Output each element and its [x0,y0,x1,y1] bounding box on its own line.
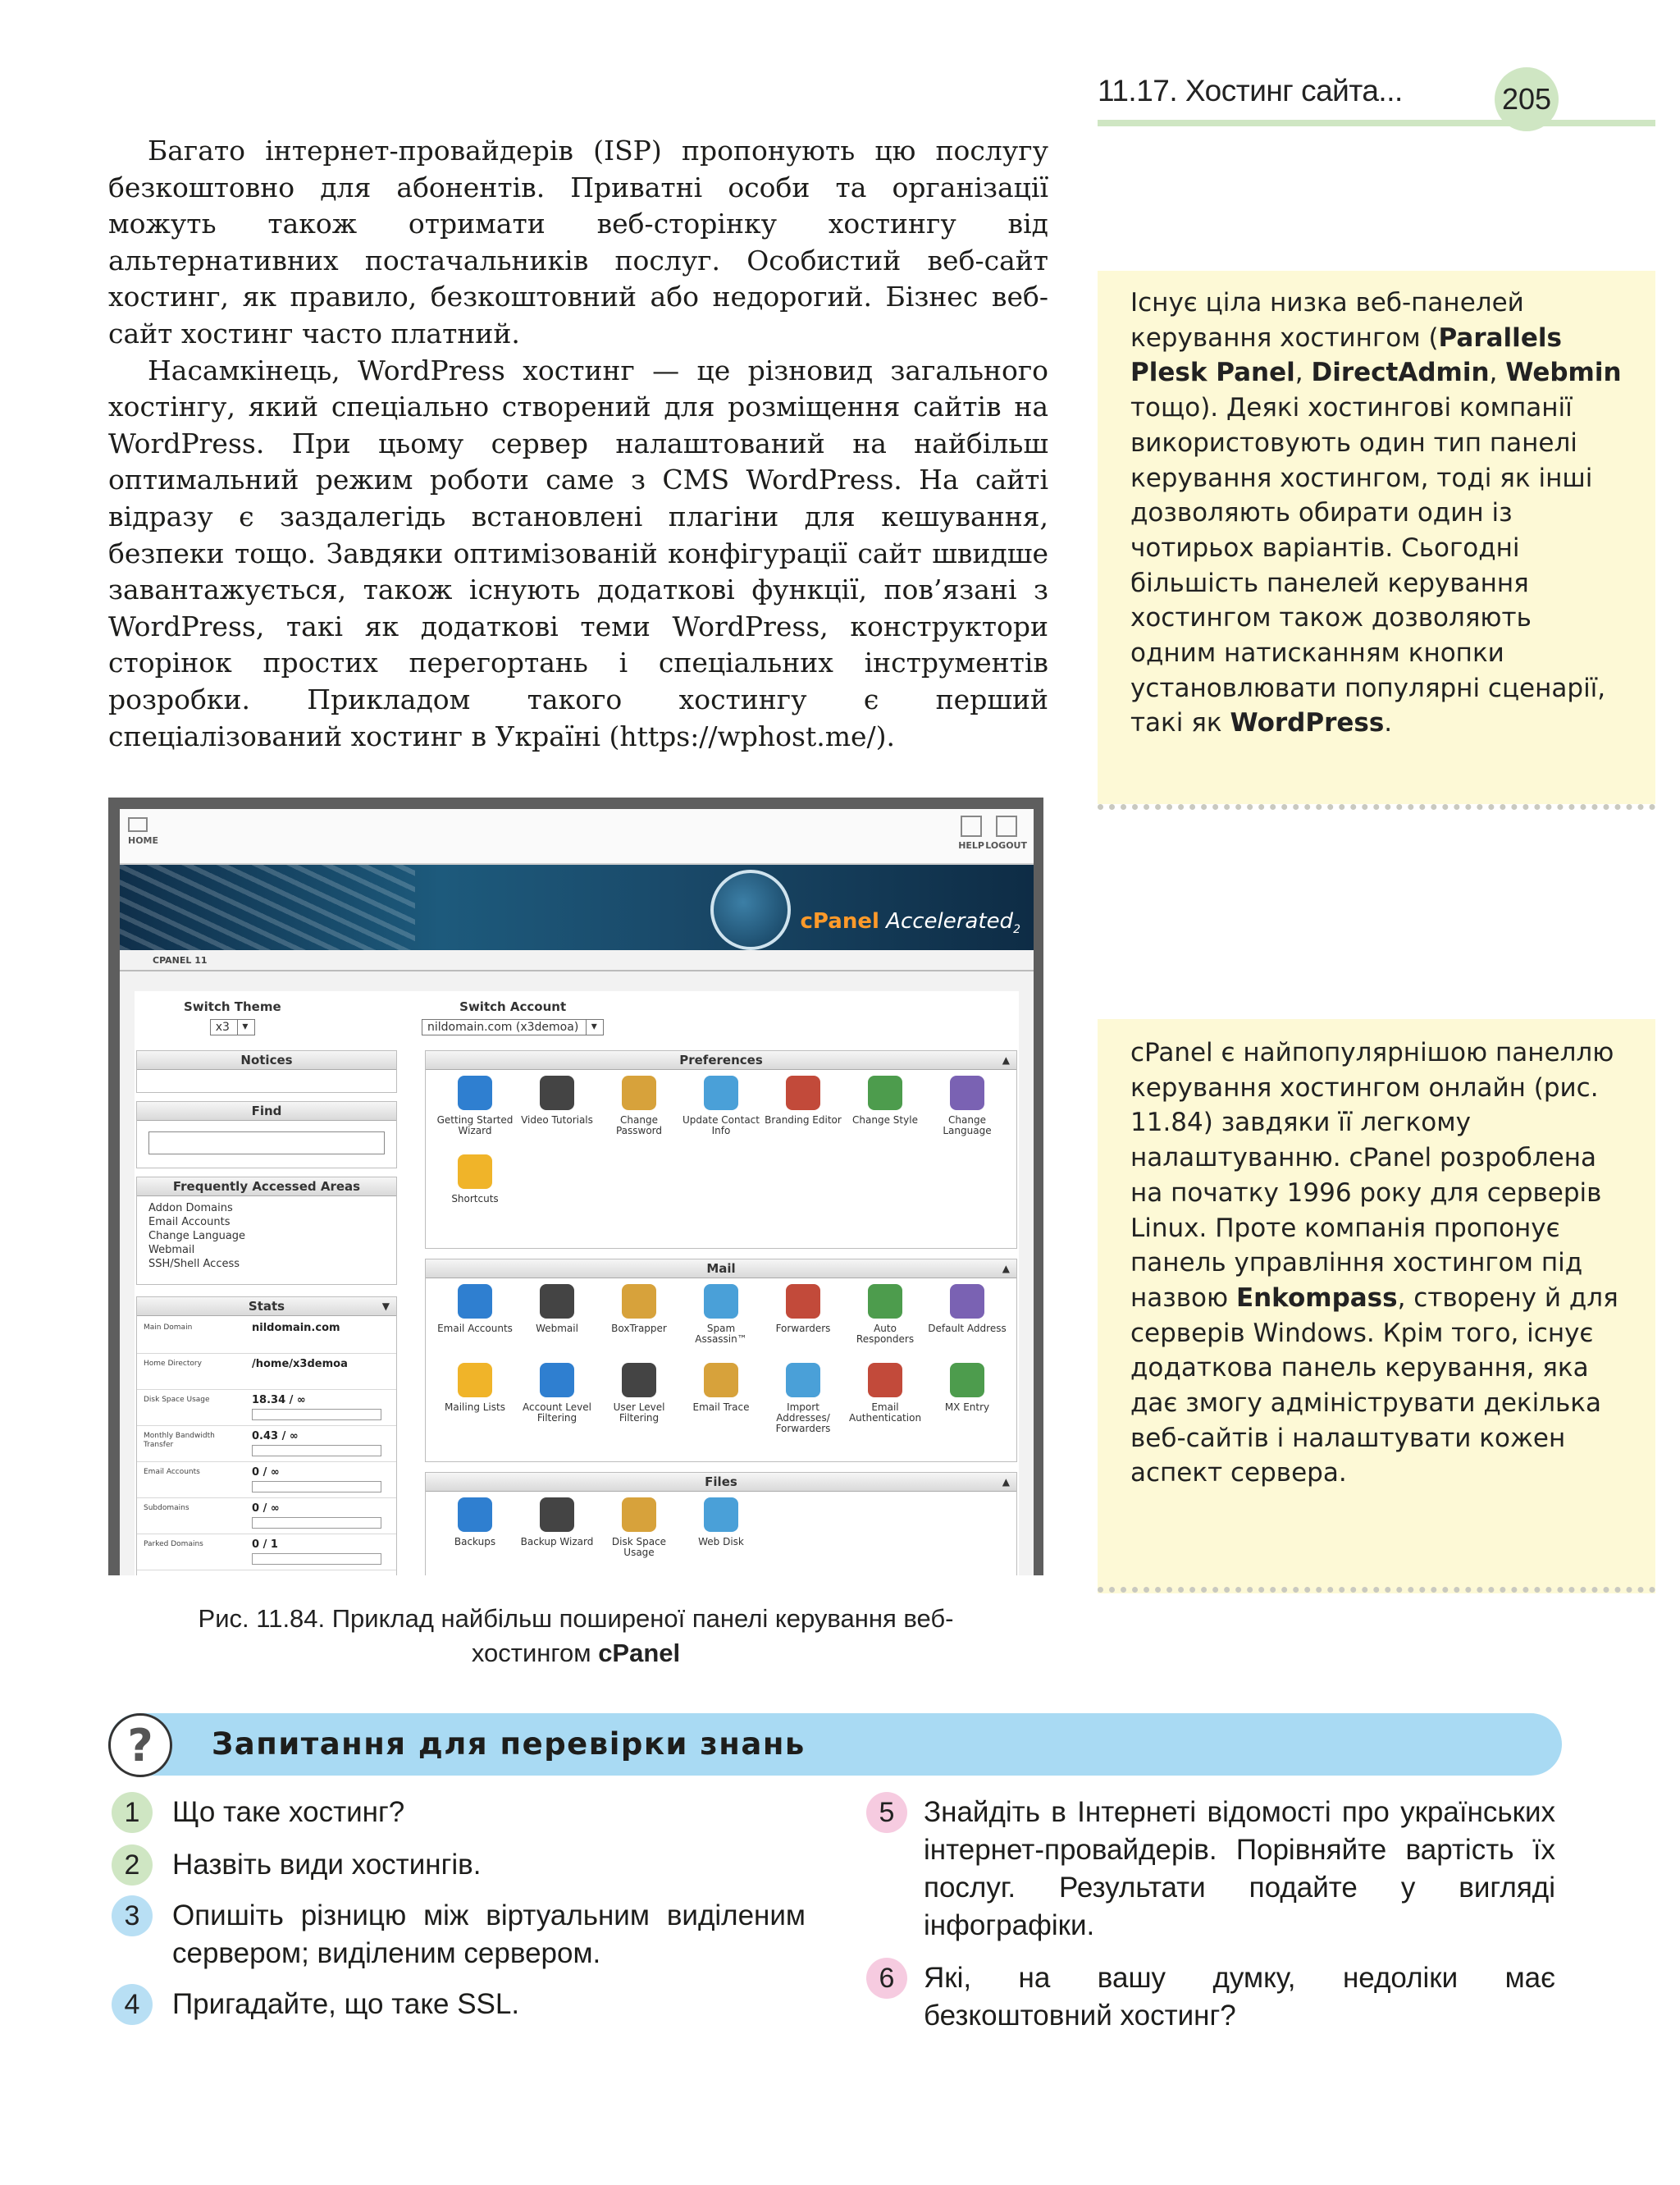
tool-label: Mailing Lists [445,1401,505,1413]
tool-label: Webmail [536,1323,578,1334]
tool-icon [458,1076,492,1110]
mail-tool[interactable] [928,1363,1007,1413]
question-text: Назвіть види хостингів. [172,1849,482,1881]
stat-label: Email Accounts [144,1468,200,1476]
tool-label: Backups [454,1536,496,1547]
tool-label: User Level Filtering [613,1401,665,1424]
logout-link[interactable]: LOGOUT [985,816,1027,851]
running-head: 11.17. Хостинг сайта... [1098,74,1403,107]
stats-row [137,1461,396,1498]
question-number: 3 [112,1895,153,1936]
main-text [108,133,1048,755]
preferences-tool[interactable] [518,1076,596,1126]
stat-label: Disk Space Usage [144,1396,210,1404]
stat-label: Subdomains [144,1504,189,1512]
find-input[interactable] [148,1131,385,1154]
stats-row [137,1534,396,1570]
question-number: 2 [112,1844,153,1886]
switch-account-select[interactable]: nildomain.com (x3demoa) ▾ [422,1019,604,1035]
tool-icon [786,1076,820,1110]
tool-icon [540,1284,574,1319]
cpanel-window [120,809,1034,1575]
tool-icon [868,1284,902,1319]
mail-tool[interactable] [846,1284,924,1345]
figure-caption: Рис. 11.84. Приклад найбільш поширеної панелі керування веб- хостингом cPanel [198,1604,954,1667]
cpanel-body [135,991,1019,1575]
mail-tool[interactable] [436,1363,514,1413]
mail-tool[interactable] [518,1363,596,1424]
help-icon [961,816,982,837]
tool-label: Backup Wizard [520,1536,594,1547]
tool-icon [868,1363,902,1397]
preferences-tool[interactable] [436,1076,514,1136]
files-tool[interactable] [682,1497,760,1547]
mail-tool[interactable] [600,1284,678,1334]
preferences-tool[interactable] [846,1076,924,1126]
cpanel-screenshot-figure [108,798,1043,1575]
mail-tool[interactable] [600,1363,678,1424]
question-text: Пригадайте, що таке SSL. [172,1988,520,2020]
tool-label: Change Language [943,1114,992,1136]
mail-tool[interactable] [846,1363,924,1424]
collapse-icon[interactable]: ▼ [381,1300,390,1312]
banner-cables-graphic [120,865,415,950]
stat-value: 0 / 1 [252,1538,278,1551]
stats-row [137,1353,396,1390]
logout-icon [996,816,1017,837]
frequently-accessed-list [137,1196,396,1276]
tool-icon [704,1076,738,1110]
tool-label: Email Authentication [848,1401,922,1424]
stats-row [137,1389,396,1426]
question-number: 6 [866,1958,907,1999]
tool-label: BoxTrapper [611,1323,667,1334]
tool-icon [622,1363,656,1397]
paragraph-isp: Багато інтернет-провайдерів (ISP) пропонують цю послугу безкоштовно для абонентів. Приватні особи та організації можуть також отримати веб-сторінку хостингу від альтернативних постачальників послуг. Особистий веб-сайт хостинг, як правило, безкоштовний або недорогий. Бізнес веб-сайт хостинг часто платний. [108,135,1048,350]
frequently-accessed-link[interactable]: Change Language [148,1230,246,1242]
tool-icon [786,1284,820,1319]
tool-icon [540,1497,574,1532]
question-text: Які, на вашу думку, недоліки має безкоштовний хостинг? [924,1962,1555,2032]
home-link[interactable]: HOME [128,817,158,846]
tool-label: Branding Editor [765,1114,842,1126]
mail-tool[interactable] [928,1284,1007,1334]
stats-row [137,1425,396,1462]
stat-label: Parked Domains [144,1540,203,1548]
tool-label: Forwarders [775,1323,831,1334]
tool-label: Update Contact Info [682,1114,760,1136]
tool-icon [786,1363,820,1397]
cpanel-logo: cPanel Accelerated$_2$ [800,909,1020,937]
tool-label: Change Style [852,1114,918,1126]
usage-bar [252,1553,381,1565]
question-mark-icon: ? [108,1713,172,1777]
mail-panel: Mail ▲ Email Accounts Webmail BoxTrapper Spam Assassin™ Forwarders Auto Responders Default Address Mailing Lists Account Level Filtering User Level Filtering Email Trace Import Addresses/ Forwarders Email Authentication MX Entry [425,1259,1017,1462]
preferences-tool[interactable] [764,1076,842,1126]
preferences-tool[interactable] [682,1076,760,1136]
frequently-accessed-link[interactable]: SSH/Shell Access [148,1258,240,1270]
mail-tool[interactable] [764,1363,842,1434]
dotted-divider [1098,804,1655,810]
globe-icon [710,870,791,950]
stat-value: nildomain.com [252,1322,340,1334]
preferences-panel: Preferences ▲ Getting Started Wizard Video Tutorials Change Password Update Contact Info Branding Editor Change Style Change Language Shortcuts [425,1050,1017,1249]
cpanel-topbar [120,809,1034,865]
tool-icon [950,1076,984,1110]
tool-icon [458,1497,492,1532]
tool-label: Web Disk [698,1536,744,1547]
tool-label: Disk Space Usage [611,1536,667,1558]
usage-bar [252,1517,381,1529]
tool-label: MX Entry [944,1401,990,1413]
switch-theme: Switch Theme x3 ▾ [184,999,281,1035]
cpanel-breadcrumb: CPANEL 11 [120,950,1034,971]
frequently-accessed-link[interactable]: Webmail [148,1244,195,1256]
tool-icon [622,1497,656,1532]
preferences-tool[interactable] [928,1076,1007,1136]
collapse-icon[interactable]: ▲ [1002,1054,1010,1066]
stats-panel: Stats ▼ Main Domain nildomain.com Home Directory /home/x3demoa Disk Space Usage 18.34 / ∞ Monthly Bandwidth Transfer 0.43 / ∞ Email Accounts 0 / ∞ Subdomains 0 / ∞ Parked Domains 0 / 1 [136,1296,397,1575]
frequently-accessed-link[interactable]: Addon Domains [148,1202,233,1214]
question-number: 1 [112,1792,153,1833]
tool-icon [704,1363,738,1397]
side-note-panels: Існує ціла низка веб-панелей керування хостингом (Parallels Plesk Panel, DirectAdmin, Webmin тощо). Деякі хостингові компанії використовують один тип панелі керування хостингом, тоді як інші дозволяють обирати один із чотирьох варіантів. Сьогодні більшість панелей керування хостингом також дозволяють одним натисканням кнопки установлювати популярні сценарії, такі як WordPress. [1098,271,1655,804]
stats-row [137,1317,396,1354]
questions-title: Запитання для перевірки знань [212,1726,806,1762]
switch-theme-select[interactable]: x3 ▾ [210,1019,255,1035]
tool-icon [704,1284,738,1319]
tool-label: Shortcuts [451,1193,499,1204]
paragraph-wordpress: Насамкінець, WordPress хостинг — це різновид загального хостінгу, який спеціально створений для розміщення сайтів на WordPress. При цьому сервер налаштований на найбільш оптимальний режим роботи саме з CMS WordPress. На сайті відразу є заздалегідь встановлені плагіни для кешування, безпеки тощо. Завдяки оптимізованій конфігурації сайт швидше завантажується, також існують додаткові функції, пов’язані з WordPress, такі як додаткові теми WordPress, конструктори сторінок простих перегортань і спеціальних інструментів розробки. Прикладом такого хостингу є перший спеціалізований хостинг в Україні (https://wphost.me/). [108,354,1048,752]
tool-label: Email Accounts [437,1323,513,1334]
tool-label: Getting Started Wizard [436,1114,514,1136]
frequently-accessed-panel: Frequently Accessed Areas Addon Domains Email Accounts Change Language Webmail SSH/Shell Access [136,1177,397,1285]
mail-tool[interactable] [682,1284,760,1345]
usage-bar [252,1481,381,1492]
stat-value: 0 / ∞ [252,1502,280,1515]
tool-label: Change Password [615,1114,663,1136]
tool-icon [622,1076,656,1110]
cpanel-banner [120,865,1034,950]
preferences-tool[interactable] [436,1154,514,1204]
tool-icon [458,1154,492,1189]
files-panel: Files ▲ Backups Backup Wizard Disk Space Usage Web Disk [425,1472,1017,1575]
help-link[interactable]: HELP [958,816,984,851]
tool-icon [950,1363,984,1397]
mail-tool[interactable] [518,1284,596,1334]
tool-label: Auto Responders [856,1323,915,1345]
mail-tool[interactable] [682,1363,760,1413]
tool-label: Video Tutorials [521,1114,593,1126]
dotted-divider [1098,1587,1655,1593]
notices-panel: Notices [136,1050,397,1093]
tool-icon [540,1363,574,1397]
tool-icon [458,1363,492,1397]
tool-label: Spam Assassin™ [695,1323,747,1345]
tool-icon [868,1076,902,1110]
usage-bar [252,1445,381,1456]
stat-value: /home/x3demoa [252,1358,348,1370]
tool-icon [540,1076,574,1110]
usage-bar [252,1409,381,1420]
question-text: Знайдіть в Інтернеті відомості про українських інтернет-провайдерів. Порівняйте вартість їх послуг. Результати подайте у вигляді інфографіки. [924,1796,1555,1941]
preferences-tool[interactable] [600,1076,678,1136]
stat-label: Main Domain [144,1323,193,1332]
header-rule [1098,120,1655,126]
files-tool[interactable] [436,1497,514,1547]
stat-value: 0 / ∞ [252,1466,280,1479]
tool-icon [704,1497,738,1532]
collapse-icon[interactable]: ▲ [1002,1476,1010,1488]
mail-tool[interactable] [436,1284,514,1334]
mail-tool[interactable] [764,1284,842,1334]
question-text: Опишіть різницю між віртуальним виділеним сервером; виділеним сервером. [172,1899,806,1969]
question-text: Що таке хостинг? [172,1796,405,1828]
tool-label: Import Addresses/ Forwarders [775,1401,831,1434]
tool-icon [458,1284,492,1319]
tool-label: Email Trace [692,1401,750,1413]
frequently-accessed-link[interactable]: Email Accounts [148,1216,231,1228]
side-note-cpanel: cPanel є найпопулярнішою панеллю керування хостингом онлайн (рис. 11.84) завдяки її легкому налаштуванню. cPanel розроблена на початку 1996 року для серверів Linux. Проте компанія пропонує панель управління хостингом під назвою Enkompass, створену й для серверів Windows. Крім того, існує додаткова панель керування, яка дає змогу адмініструвати декілька веб-сайтів і налаштувати кожен аспект сервера. [1098,1019,1655,1593]
home-icon [128,817,148,832]
stat-value: 18.34 / ∞ [252,1394,306,1406]
stat-label: Home Directory [144,1360,202,1368]
page-number: 205 [1495,67,1559,131]
files-tool[interactable] [518,1497,596,1547]
tool-icon [622,1284,656,1319]
stat-label: Monthly Bandwidth Transfer [144,1432,215,1449]
tool-label: Default Address [928,1323,1007,1334]
files-tool[interactable] [600,1497,678,1558]
stat-value: 0.43 / ∞ [252,1430,299,1442]
find-panel: Find [136,1101,397,1168]
collapse-icon[interactable]: ▲ [1002,1263,1010,1274]
tool-icon [950,1284,984,1319]
stats-row [137,1497,396,1534]
question-number: 4 [112,1984,153,2025]
switch-account: Switch Account nildomain.com (x3demoa) ▾ [422,999,604,1035]
question-number: 5 [866,1792,907,1833]
tool-label: Account Level Filtering [523,1401,591,1424]
